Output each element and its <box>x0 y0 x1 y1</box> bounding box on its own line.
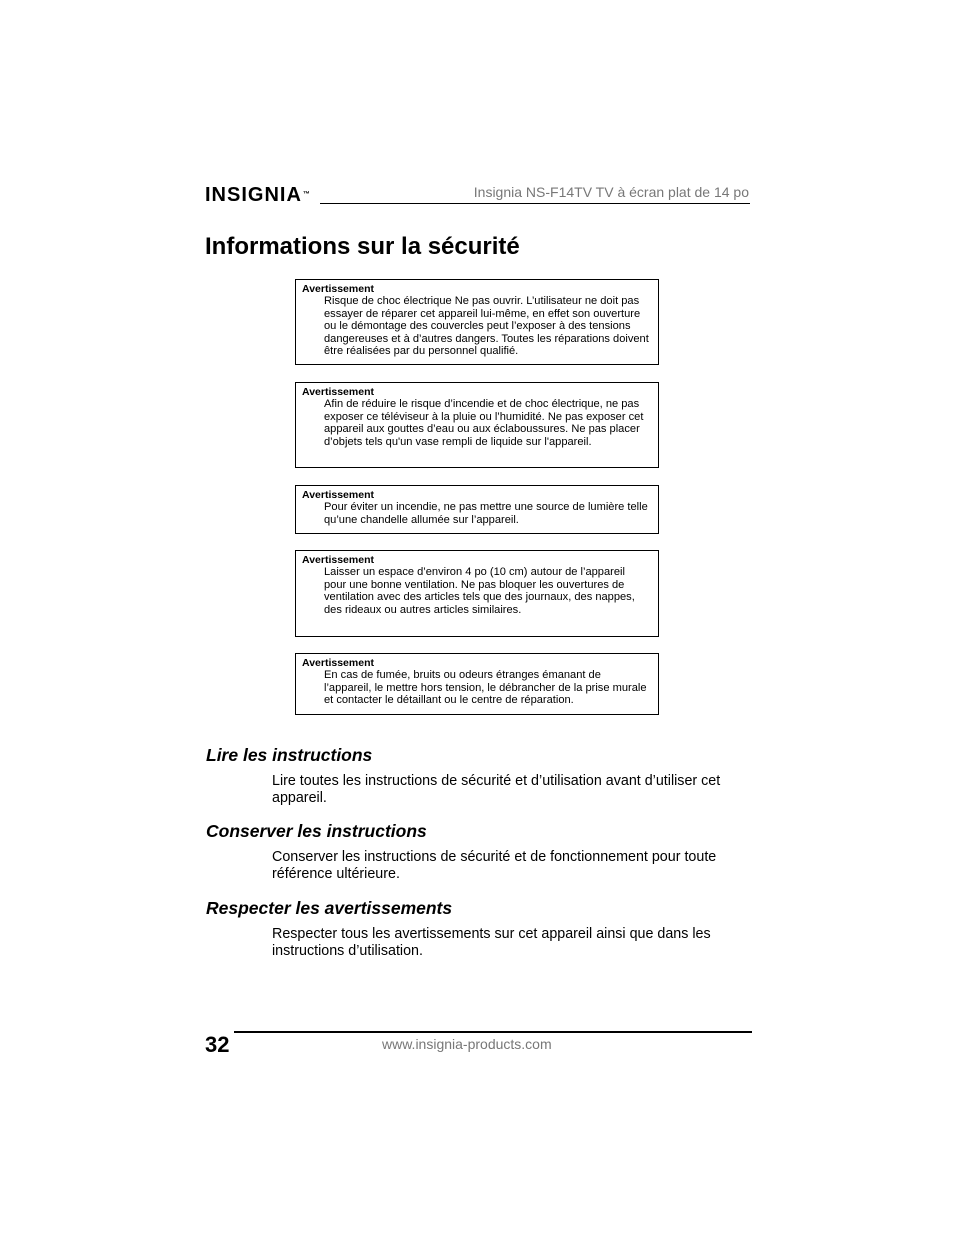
page-number: 32 <box>205 1032 230 1057</box>
header-divider <box>320 203 750 204</box>
section-heading-keep-instructions: Conserver les instructions <box>206 821 427 841</box>
page-title: Informations sur la sécurité <box>205 233 520 260</box>
header-title: Insignia NS-F14TV TV à écran plat de 14 po <box>473 184 749 200</box>
footer-url: www.insignia-products.com <box>382 1036 552 1052</box>
section-body-keep-instructions: Conserver les instructions de sécurité et de fonctionnement pour toute référence ultérieure. <box>272 849 717 882</box>
warning-label: Avertissement <box>302 657 374 669</box>
section-body-read-instructions: Lire toutes les instructions de sécurité et d’utilisation avant d’utiliser cet appareil. <box>272 773 721 806</box>
footer-divider <box>234 1031 752 1033</box>
logo-trademark: ™ <box>302 191 310 198</box>
warning-box-smoke <box>295 653 659 715</box>
insignia-logo <box>205 183 310 207</box>
warning-label: Avertissement <box>302 489 374 501</box>
warning-text: Laisser un espace d’environ 4 po (10 cm) autour de l’appareil pour une bonne ventilation. Ne pas bloquer les ouvertures de ventilation avec des articles tels que des journaux, des nappes, des rideaux ou autres articles similaires. <box>324 566 635 616</box>
section-heading-heed-warnings: Respecter les avertissements <box>206 898 453 918</box>
warning-box-fire <box>295 485 659 534</box>
warning-label: Avertissement <box>302 283 374 295</box>
warning-label: Avertissement <box>302 386 374 398</box>
section-heading-read-instructions: Lire les instructions <box>206 745 373 765</box>
warning-box-moisture <box>295 382 659 468</box>
warning-text: Risque de choc électrique Ne pas ouvrir. L’utilisateur ne doit pas essayer de réparer cet appareil lui-même, en effet son ouverture ou le démontage des couvercles peut l’exposer à des tensions dangereuses et à d’autres dangers. Toutes les réparations doivent être réalisées par du personnel qualifié. <box>324 295 649 357</box>
warning-box-ventilation <box>295 550 659 637</box>
warning-text: En cas de fumée, bruits ou odeurs étranges émanant de l’appareil, le mettre hors tension, le débrancher de la prise murale et contacter le détaillant ou le centre de réparation. <box>324 669 647 706</box>
warning-text: Afin de réduire le risque d’incendie et de choc électrique, ne pas exposer ce téléviseur à la pluie ou l’humidité. Ne pas exposer cet appareil aux gouttes d’eau ou aux éclaboussures. Ne pas placer d’objets tels qu'un vase rempli de liquide sur l'appareil. <box>324 398 644 448</box>
section-body-heed-warnings: Respecter tous les avertissements sur cet appareil ainsi que dans les instructions d’utilisation. <box>272 926 711 959</box>
warning-label: Avertissement <box>302 554 374 566</box>
warning-box-electric-shock <box>295 279 659 365</box>
logo-text: INSIGNIA <box>205 184 302 206</box>
warning-text: Pour éviter un incendie, ne pas mettre une source de lumière telle qu’une chandelle allumée sur l’appareil. <box>324 501 648 526</box>
